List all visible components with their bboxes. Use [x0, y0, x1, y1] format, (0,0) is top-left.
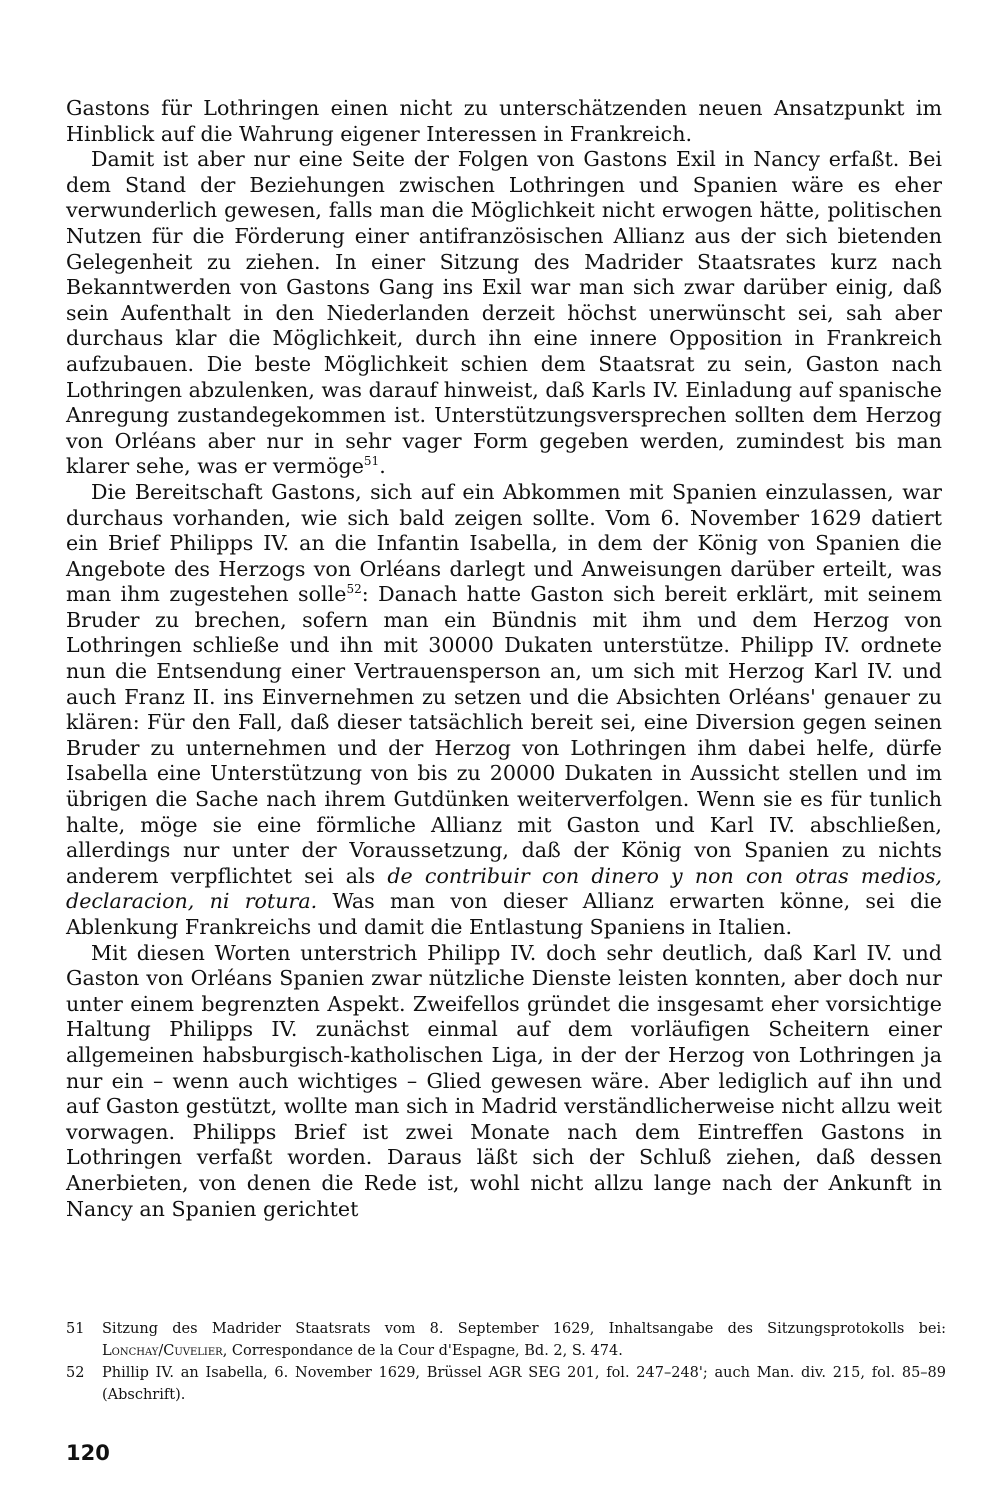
paragraph-3 — [66, 480, 942, 941]
text-run: : Danach hatte Gaston sich bereit erklärt, mit seinem Bruder zu brechen, sofern man ein Bündnis mit ihm und dem Herzog von Lothringen schließe und ihn mit 30000 Dukaten unterstütze. Philipp IV. ordnete nun die Entsendung einer Vertrauensperson an, um sich mit Herzog Karl IV. und auch Franz II. ins Einvernehmen zu setzen und die Absichten Orléans' genauer zu klären: Für den Fall, daß dieser tatsächlich bereit sei, eine Diversion gegen seinen Bruder zu unternehmen und der Herzog von Lothringen ihm dabei helfe, dürfe Isabella eine Unterstützung von bis zu 20000 Dukaten in Aussicht stellen und im übrigen die Sache nach ihrem Gutdünken weiterverfolgen. Wenn sie es für tunlich halte, möge sie eine förmliche Allianz mit Gaston und Karl IV. abschließen, allerdings nur unter der Voraussetzung, daß der König von Spanien zu nichts anderem verpflichtet sei als — [66, 582, 942, 888]
footnote-number: 51 — [66, 1321, 85, 1337]
page-body — [66, 96, 942, 1222]
paragraph-2 — [66, 147, 942, 480]
footnote-52 — [66, 1362, 946, 1406]
footnote-ref-51[interactable]: 51 — [363, 454, 380, 469]
footnote-text — [102, 1362, 946, 1406]
footnote-ref-52[interactable]: 52 — [346, 582, 362, 597]
paragraph-1 — [66, 96, 942, 147]
text-run: Mit diesen Worten unterstrich Philipp IV. doch sehr deutlich, daß Karl IV. und Gaston von Orléans Spanien zwar nützliche Dienste leisten konnten, aber doch nur unter einem begrenzten Aspekt. Zweifellos gründet die insgesamt eher vorsichtige Haltung Philipps IV. zunächst einmal auf dem vorläufigen Scheitern einer allgemeinen habsburgisch-katholischen Liga, in der der Herzog von Lothringen ja nur ein – wenn auch wichtiges – Glied gewesen wäre. Aber lediglich auf ihn und auf Gaston gestützt, wollte man sich in Madrid verständlicherweise nicht allzu weit vorwagen. Philipps Brief ist zwei Monate nach dem Eintreffen Gastons in Lothringen verfaßt worden. Daraus läßt sich der Schluß ziehen, daß dessen Anerbieten, von denen die Rede ist, wohl nicht allzu lange nach der Ankunft in Nancy an Spanien gerichtet — [66, 940, 942, 1221]
footnote-number: 52 — [66, 1365, 85, 1381]
text-run: Phillip IV. an Isabella, 6. November 1629, Brüssel AGR SEG 201, fol. 247–248'; auch Man. div. 215, fol. 85–89 (Abschrift). — [102, 1365, 946, 1403]
paragraph-4 — [66, 941, 942, 1223]
footnote-51 — [66, 1318, 946, 1362]
text-run: Gastons für Lothringen einen nicht zu unterschätzenden neuen Ansatzpunkt im Hinblick auf die Wahrung eigener Interessen in Frankreich. — [66, 96, 942, 146]
page-number: 120 — [66, 1441, 110, 1465]
text-run: , Correspondance de la Cour d'Espagne, Bd. 2, S. 474. — [222, 1343, 623, 1359]
body-text — [66, 96, 942, 1222]
text-run: Sitzung des Madrider Staatsrats vom 8. September 1629, Inhaltsangabe des Sitzungsprotokolls bei: — [102, 1321, 946, 1337]
text-run: Die Bereitschaft Gastons, sich auf ein Abkommen mit Spanien einzulassen, war durchaus vorhanden, wie sich bald zeigen sollte. Vom 6. November 1629 datiert ein Brief Philipps IV. an die Infantin Isabella, in dem der König von Spanien die Angebote des Herzogs von Orléans darlegt und Anweisungen darüber erteilt, was man ihm zugestehen solle — [66, 479, 942, 607]
text-run: Damit ist aber nur eine Seite der Folgen von Gastons Exil in Nancy erfaßt. Bei dem Stand der Beziehungen zwischen Lothringen und Spanien wäre es eher verwunderlich gewesen, falls man die Möglichkeit nicht erwogen hätte, politischen Nutzen für die Förderung einer antifranzösischen Allianz aus der sich bietenden Gelegenheit zu ziehen. In einer Sitzung des Madrider Staatsrates kurz nach Bekanntwerden von Gastons Gang ins Exil war man sich zwar darüber einig, daß sein Aufenthalt in den Niederlanden derzeit höchst unerwünscht sei, sah aber durchaus klar die Möglichkeit, durch ihn eine innere Opposition in Frankreich aufzubauen. Die beste Möglichkeit schien dem Staatsrat zu sein, Gaston nach Lothringen abzulenken, was darauf hinweist, daß Karls IV. Einladung auf spanische Anregung zustandegekommen ist. Unterstützungsversprechen sollten dem Herzog von Orléans aber nur in sehr vager Form gegeben werden, zumindest bis man klarer sehe, was er vermöge — [66, 147, 942, 479]
text-run: Was man von dieser Allianz erwarten könne, sei die Ablenkung Frankreichs und damit die Entlastung Spaniens in Italien. — [66, 889, 942, 939]
footnote-text — [102, 1318, 946, 1362]
italic-quote: de contribuir con dinero y non con otras medios, declaracion, ni rotura. — [66, 863, 942, 914]
text-run: . — [379, 454, 386, 479]
footnotes — [66, 1318, 946, 1406]
author-names: Lonchay/Cuvelier — [102, 1343, 223, 1359]
